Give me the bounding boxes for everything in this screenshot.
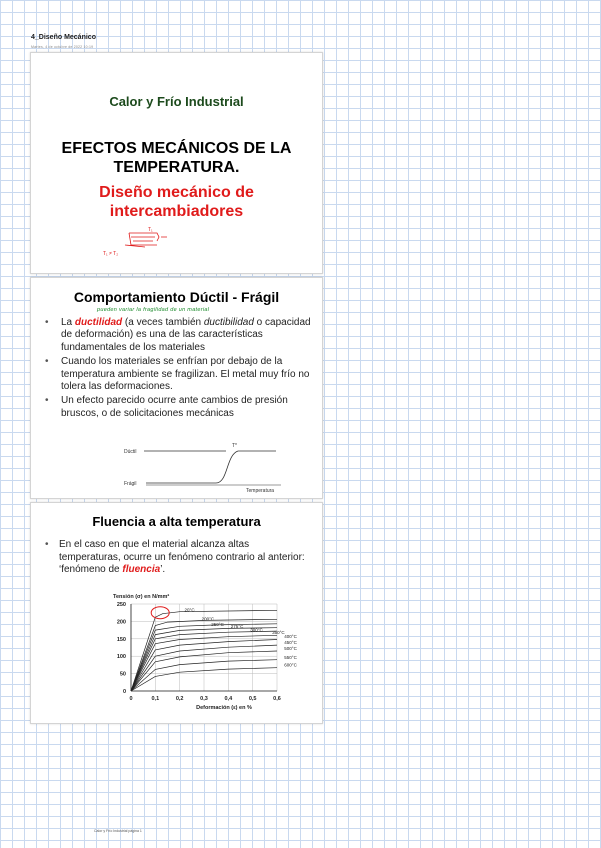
series-label: 275°C — [230, 624, 244, 630]
heat-exchanger-sketch — [101, 225, 181, 265]
page-footer: Calor y Frío Industrial página 1 — [94, 829, 142, 833]
series-label: 20°C — [184, 607, 195, 613]
course-title: Calor y Frío Industrial — [109, 94, 244, 109]
slide-1-title-line-1: EFECTOS MECÁNICOS DE LA — [61, 140, 292, 157]
slide-3 — [30, 502, 323, 724]
slide-1-subtitle-line-2: intercambiadores — [109, 203, 244, 220]
handwritten-note: pueden variar la fragilidad de un material — [97, 307, 210, 313]
annotation-formula: T₁ ≠ T₂ — [103, 251, 119, 257]
transition-curve — [146, 451, 276, 483]
slide-3-text: • En el caso en que el material alcanza altas temperaturas, ocurre un fenómeno contrario al anterior: ‘fenómeno de fluencia’. — [45, 539, 305, 576]
y-tick-label: 150 — [116, 636, 126, 643]
term-ductibilidad: ductibilidad — [203, 317, 254, 328]
y-tick-label: 50 — [119, 671, 126, 678]
bullet-item: • Un efecto parecido ocurre ante cambios de presión bruscos, o de solicitaciones mecánicas — [45, 395, 288, 419]
bullet-2-text: Cuando los materiales se enfrían por debajo de la temperatura ambiente se fragilizan. El metal muy frío no tolera las deformaciones. — [61, 356, 310, 393]
x-tick-label: 0,2 — [175, 696, 184, 702]
label-t: T* — [232, 443, 237, 449]
bullet-list — [45, 317, 313, 422]
bullet-item: • La ductilidad (a veces también ductibilidad o capacidad de deformación) es una de las características fundamentales de los materiales — [45, 317, 311, 353]
x-axis-label: Deformación (ε) en % — [196, 705, 252, 711]
document-title: 4_Diseño Mecánico — [31, 34, 96, 41]
y-tick-label: 0 — [122, 689, 126, 695]
y-tick-label: 250 — [116, 602, 126, 608]
series-label: 550°C — [284, 654, 297, 660]
x-tick-label: 0,6 — [273, 696, 281, 702]
bullet-3-text: Un efecto parecido ocurre ante cambios de presión bruscos, o de solicitaciones mecánicas — [61, 395, 288, 419]
label-temperatura: Temperatura — [246, 488, 275, 493]
slide-3-title: Fluencia a alta temperatura — [92, 514, 261, 529]
x-tick-label: 0,5 — [248, 696, 257, 702]
x-tick-label: 0 — [129, 696, 133, 702]
annotation-t1: T₁ — [148, 227, 153, 233]
document-date: Martes, 4 de octubre de 2022 10:19 — [31, 45, 94, 49]
slide-3-text-after: ’. — [160, 564, 166, 576]
series-label: 450°C — [284, 640, 297, 646]
label-ductil: Dúctil — [124, 449, 137, 455]
highlight-circle — [151, 607, 169, 619]
series-label: 300°C — [250, 627, 263, 633]
series-label: 200°C — [201, 616, 215, 622]
term-fluencia: fluencia — [122, 564, 161, 576]
ductile-brittle-diagram — [116, 443, 296, 493]
slide-1-title-line-2: TEMPERATURA. — [113, 159, 240, 176]
bullet-1-prefix: La — [61, 317, 75, 328]
y-axis-label: Tensión (σ) en N/mm² — [113, 594, 170, 600]
series-label: 400°C — [284, 634, 297, 640]
slide-1-title — [31, 139, 322, 177]
y-tick-label: 100 — [116, 654, 126, 661]
slide-1 — [30, 52, 323, 274]
series-label: 500°C — [284, 645, 297, 651]
series-label: 350°C — [272, 629, 285, 635]
term-ductilidad: ductilidad — [74, 317, 123, 328]
x-tick-label: 0,1 — [151, 696, 160, 702]
slide-1-subtitle-line-1: Diseño mecánico de — [99, 184, 254, 201]
slide-1-subtitle — [31, 183, 322, 221]
slide-3-text-before: En el caso en que el material alcanza altas temperaturas, ocurre un fenómeno contrario al anterior: ‘fenómeno de — [59, 539, 305, 576]
series-label: 250°C — [211, 621, 224, 627]
slide-2 — [30, 277, 323, 499]
bullet-1-rest: o capacidad de deformación) es una de las características fundamentales de los materiales — [61, 317, 311, 353]
bullet-item: • Cuando los materiales se enfrían por debajo de la temperatura ambiente se fragilizan. El metal muy frío no tolera las deformaciones. — [45, 356, 310, 393]
creep-stress-strain-chart — [89, 587, 299, 711]
x-tick-label: 0,4 — [224, 696, 233, 702]
y-tick-label: 200 — [116, 619, 126, 626]
label-fragil: Frágil — [124, 481, 137, 487]
bullet-1-mid: (a veces también — [122, 317, 204, 328]
x-tick-label: 0,3 — [200, 696, 208, 702]
series-label: 600°C — [284, 662, 297, 668]
slide-2-title: Comportamiento Dúctil - Frágil — [73, 289, 280, 305]
